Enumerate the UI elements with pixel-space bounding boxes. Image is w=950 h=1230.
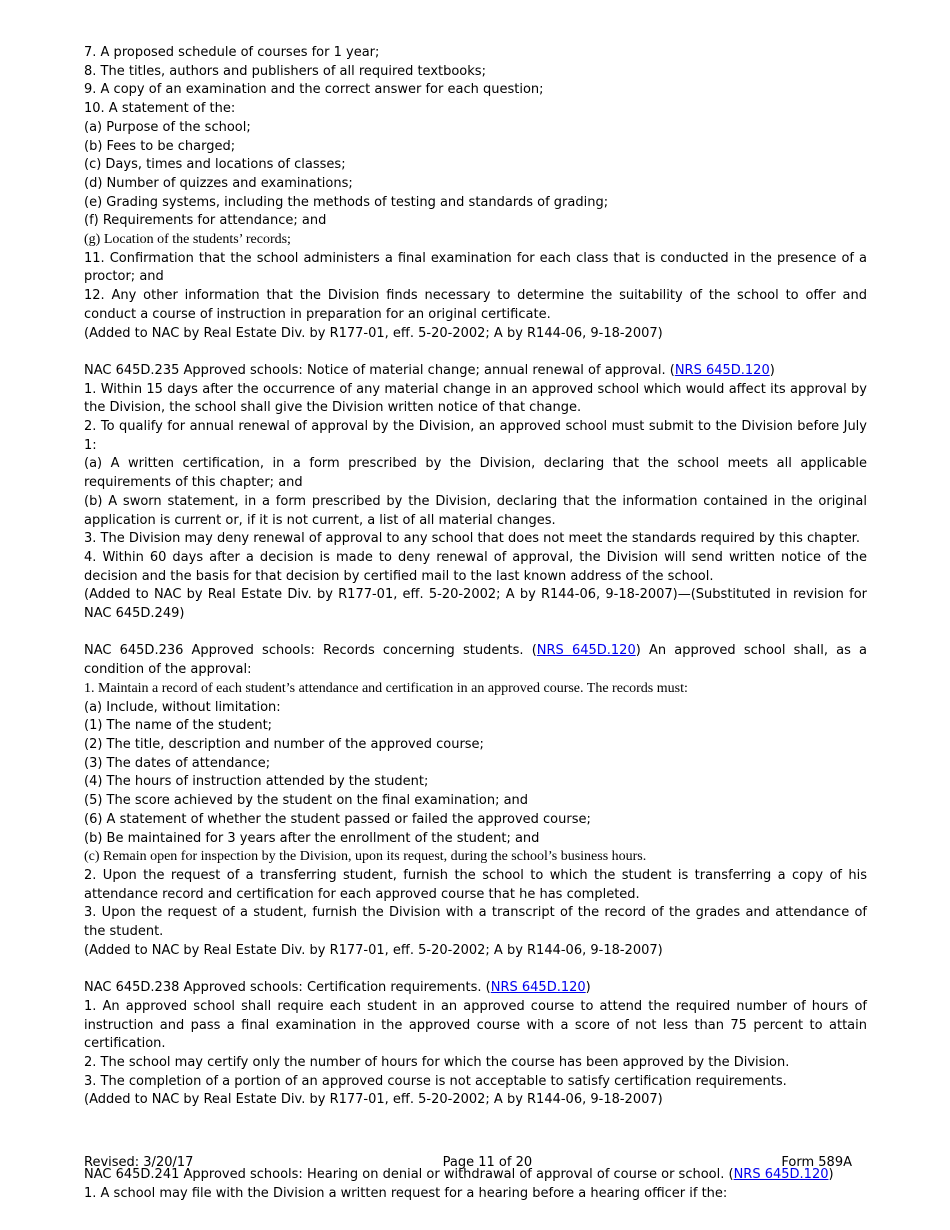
list-item: 2. The school may certify only the number of hours for which the course has been approved by the Division. — [84, 1054, 790, 1070]
nrs-link[interactable]: NRS 645D.120 — [490, 980, 586, 996]
list-item: 9. A copy of an examination and the correct answer for each question; — [84, 82, 544, 98]
list-item: 3. The completion of a portion of an approved course is not acceptable to satisfy certification requirements. — [84, 1073, 787, 1089]
section-heading: NAC 645D.235 Approved schools: Notice of material change; annual renewal of approval. (NRS 645D.120) — [84, 362, 775, 378]
section-645d-238 — [84, 979, 867, 1110]
page-number: Page 11 of 20 — [442, 1155, 533, 1170]
page-footer — [84, 1155, 852, 1170]
section-645d-241 — [84, 1166, 867, 1203]
list-item: 1. Within 15 days after the occurrence of any material change in an approved school which would affect its approval by the Division, the school shall give the Division written notice of that change. — [84, 381, 867, 416]
section-645d-235 — [84, 362, 867, 624]
list-item: (b) Be maintained for 3 years after the enrollment of the student; and — [84, 830, 540, 846]
list-item: (1) The name of the student; — [84, 718, 273, 734]
section-heading: NAC 645D.236 Approved schools: Records concerning students. (NRS 645D.120) An approved school shall, as a condition of the approval: — [84, 643, 867, 678]
list-item: 10. A statement of the: — [84, 101, 236, 117]
list-item: 3. Upon the request of a student, furnish the Division with a transcript of the record of the grades and attendance of the student. — [84, 905, 867, 940]
list-item: 2. To qualify for annual renewal of approval by the Division, an approved school must submit to the Division before July 1: — [84, 419, 867, 453]
list-item: 1. A school may file with the Division a written request for a hearing before a hearing officer if the: — [84, 1185, 728, 1201]
list-item: (b) Fees to be charged; — [84, 138, 236, 154]
form-number: Form 589A — [781, 1155, 852, 1170]
list-item: 12. Any other information that the Division finds necessary to determine the suitability of the school to offer and conduct a course of instruction in preparation for an original certificate. — [84, 288, 867, 322]
list-item: (3) The dates of attendance; — [84, 755, 271, 771]
list-item: (a) A written certification, in a form prescribed by the Division, declaring that the school meets all applicable requirements of this chapter; and — [84, 456, 867, 491]
list-item: (c) Days, times and locations of classes; — [84, 157, 346, 173]
list-item: (4) The hours of instruction attended by the student; — [84, 774, 429, 790]
list-item: 3. The Division may deny renewal of approval to any school that does not meet the standards required by this chapter. — [84, 531, 860, 547]
list-item: 11. Confirmation that the school administers a final examination for each class that is conducted in the presence of a proctor; and — [84, 250, 867, 285]
revised-date: Revised: 3/20/17 — [84, 1155, 194, 1170]
history-note: (Added to NAC by Real Estate Div. by R177-01, eff. 5-20-2002; A by R144-06, 9-18-2007)—(Substituted in revision for NAC 645D.249) — [84, 587, 867, 622]
list-item: (2) The title, description and number of the approved course; — [84, 736, 484, 752]
section-heading: NAC 645D.241 Approved schools: Hearing on denial or withdrawal of approval of course or school. (NRS 645D.120) — [84, 1167, 834, 1183]
list-item: (f) Requirements for attendance; and — [84, 213, 327, 229]
list-item: (5) The score achieved by the student on the final examination; and — [84, 793, 529, 809]
list-item: (a) Purpose of the school; — [84, 119, 251, 135]
list-item: 2. Upon the request of a transferring student, furnish the school to which the student is transferring a copy of his attendance record and certification for each approved course that he has completed. — [84, 867, 867, 902]
section-645d-236 — [84, 642, 867, 960]
list-item: (a) Include, without limitation: — [84, 699, 281, 715]
list-item: (6) A statement of whether the student passed or failed the approved course; — [84, 811, 591, 827]
list-item: (d) Number of quizzes and examinations; — [84, 175, 353, 191]
top-list — [84, 44, 867, 343]
section-heading: NAC 645D.238 Approved schools: Certification requirements. (NRS 645D.120) — [84, 980, 591, 996]
list-item: 1. An approved school shall require each student in an approved course to attend the required number of hours of instruction and pass a final examination in the approved course with a score of not less than 75 percent to attain certification. — [84, 998, 867, 1052]
list-item: (c) Remain open for inspection by the Division, upon its request, during the school’s business hours. — [84, 849, 647, 865]
document-body — [84, 44, 867, 1203]
history-note: (Added to NAC by Real Estate Div. by R177-01, eff. 5-20-2002; A by R144-06, 9-18-2007) — [84, 1092, 663, 1108]
history-note: (Added to NAC by Real Estate Div. by R177-01, eff. 5-20-2002; A by R144-06, 9-18-2007) — [84, 325, 663, 341]
list-item: (b) A sworn statement, in a form prescribed by the Division, declaring that the information contained in the original application is current or, if it is not current, a list of all material changes. — [84, 493, 867, 528]
history-note: (Added to NAC by Real Estate Div. by R177-01, eff. 5-20-2002; A by R144-06, 9-18-2007) — [84, 942, 663, 958]
list-item: 1. Maintain a record of each student’s attendance and certification in an approved course. The records must: — [84, 680, 688, 696]
list-item: 8. The titles, authors and publishers of all required textbooks; — [84, 63, 486, 79]
list-item: 4. Within 60 days after a decision is made to deny renewal of approval, the Division will send written notice of the decision and the basis for that decision by certified mail to the last known address of the school. — [84, 549, 867, 584]
list-item: 7. A proposed schedule of courses for 1 year; — [84, 45, 380, 60]
nrs-link[interactable]: NRS 645D.120 — [733, 1167, 829, 1183]
list-item: (g) Location of the students’ records; — [84, 232, 291, 248]
nrs-link[interactable]: NRS 645D.120 — [674, 362, 770, 378]
list-item: (e) Grading systems, including the methods of testing and standards of grading; — [84, 194, 609, 210]
nrs-link[interactable]: NRS 645D.120 — [536, 643, 636, 659]
